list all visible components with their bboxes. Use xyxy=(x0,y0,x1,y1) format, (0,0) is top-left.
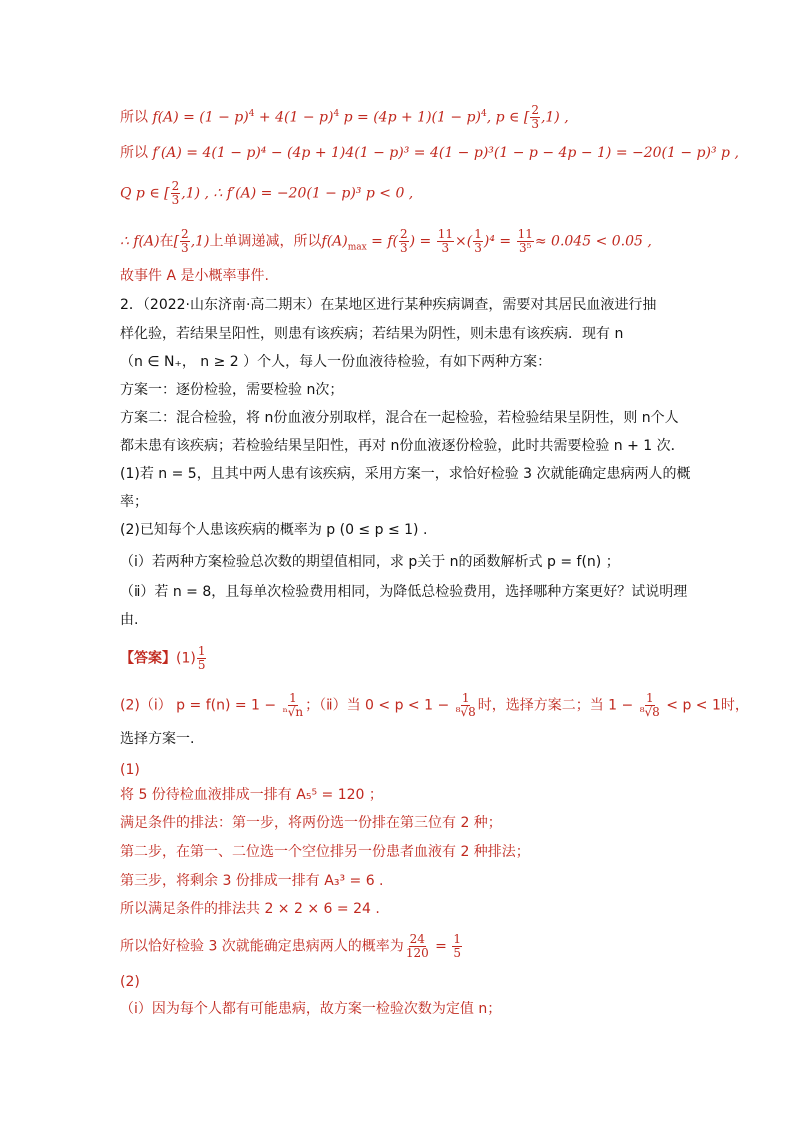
problem-line-9: (2)已知每个人患该疾病的概率为 p (0 ≤ p ≤ 1) . xyxy=(120,522,428,538)
answer-line-2 xyxy=(120,692,749,719)
step-label-1: (1) xyxy=(120,762,140,778)
text: (1) xyxy=(176,650,196,667)
conclusion-line: 故事件 A 是小概率事件. xyxy=(120,268,269,284)
fraction xyxy=(437,228,454,255)
exponent: 4 xyxy=(333,109,340,119)
numerator: 1 xyxy=(453,932,461,946)
step-line: 满足条件的排法：第一步，将两份选一份排在第三位有 2 种； xyxy=(120,815,502,831)
formula: ∴ f(A) xyxy=(120,233,160,250)
fraction xyxy=(171,180,181,207)
solution-line-1 xyxy=(120,104,569,131)
numerator: 11 xyxy=(437,227,454,241)
fraction xyxy=(197,645,207,672)
fraction xyxy=(517,228,534,255)
formula: f′(A) = 4(1 − p)⁴ − (4p + 1)4(1 − p)³ = 4(1 − p)³(1 − p − 4p − 1) = −20(1 − p)³ p , xyxy=(152,145,739,161)
text: 上单调递减，所以 xyxy=(209,233,322,250)
formula: p = (4p + 1)(1 − p) xyxy=(339,109,481,126)
fraction xyxy=(452,933,462,960)
step-line xyxy=(120,933,463,960)
denominator: ⁸√8 xyxy=(639,705,660,719)
problem-line-12: 由. xyxy=(120,612,139,628)
text: < p < 1时， xyxy=(661,697,749,714)
formula: = f( xyxy=(366,233,398,250)
denominator: 5 xyxy=(197,658,206,672)
step-line: 第三步，将剩余 3 份排成一排有 A₃³ = 6 . xyxy=(120,873,384,889)
fraction xyxy=(530,104,540,131)
equals: = xyxy=(430,938,452,955)
problem-line-3: （n ∈ N₊， n ≥ 2 ）个人，每人一份血液待检验，有如下两种方案： xyxy=(120,354,552,370)
text: 所以 xyxy=(120,109,148,126)
fraction xyxy=(639,692,661,719)
denominator: 3 xyxy=(171,193,180,207)
numerator: 2 xyxy=(171,179,180,193)
exponent: 4 xyxy=(248,109,255,119)
formula: + 4(1 − p) xyxy=(254,109,334,126)
text: 时，选择方案二；当 1 − xyxy=(477,697,638,714)
fraction xyxy=(455,692,477,719)
text: 所以 xyxy=(120,145,148,161)
problem-line-11: （ⅱ）若 n = 8，且每单次检验费用相同，为降低总检验费用，选择哪种方案更好？试说明理 xyxy=(120,584,688,600)
formula: f(A) xyxy=(321,233,348,250)
formula: ,1) , ∴ f′(A) = −20(1 − p)³ p < 0 , xyxy=(181,185,414,202)
solution-line-3 xyxy=(120,180,413,207)
denominator: 3 xyxy=(474,241,482,255)
numerator: 2 xyxy=(531,103,539,118)
formula: , p ∈ [ xyxy=(486,109,530,126)
answer-line-3: 选择方案一. xyxy=(120,731,195,747)
problem-line-5: 方案二：混合检验，将 n份血液分别取样，混合在一起检验，若检验结果呈阴性，则 n个人 xyxy=(120,410,679,426)
numerator: 2 xyxy=(181,227,189,241)
denominator: 5 xyxy=(453,946,461,960)
step-line: （ⅰ）因为每个人都有可能患病，故方案一检验次数为定值 n； xyxy=(120,1001,502,1017)
denominator: 3 xyxy=(181,241,189,255)
numerator: 1 xyxy=(197,644,206,658)
problem-line-2: 样化验，若结果呈阳性，则患有该疾病；若结果为阴性，则未患有该疾病．现有 n xyxy=(120,326,624,342)
answer-label: 【答案】 xyxy=(120,650,176,667)
problem-line-10: （ⅰ）若两种方案检验总次数的期望值相同，求 p关于 n的函数解析式 p = f(n) ； xyxy=(120,554,620,570)
formula: ×( xyxy=(455,233,473,250)
numerator: 1 xyxy=(461,691,470,705)
denominator: 3 xyxy=(400,241,408,255)
denominator: 120 xyxy=(405,946,429,960)
fraction xyxy=(282,692,305,719)
problem-line-4: 方案一：逐份检验，需要检验 n次； xyxy=(120,382,344,398)
solution-line-2 xyxy=(120,143,739,163)
step-line: 所以满足条件的排法共 2 × 2 × 6 = 24 . xyxy=(120,901,380,917)
denominator: 3 xyxy=(441,241,450,255)
step-label-2: (2) xyxy=(120,974,140,990)
numerator: 2 xyxy=(400,227,408,241)
solution-line-4 xyxy=(120,228,652,257)
answer-line-1 xyxy=(120,645,207,672)
text: (2)（ⅰ） p = f(n) = 1 − xyxy=(120,697,281,714)
fraction xyxy=(399,228,409,255)
formula: ≈ 0.045 < 0.05 , xyxy=(534,233,652,250)
fraction xyxy=(473,228,483,255)
denominator: 3⁵ xyxy=(518,241,532,255)
step-line: 将 5 份待检血液排成一排有 A₅⁵ = 120 ； xyxy=(120,787,383,803)
formula: ,1) , xyxy=(540,109,569,126)
numerator: 1 xyxy=(289,691,297,705)
text: ；（ⅱ）当 0 < p < 1 − xyxy=(305,697,454,714)
formula: f(A) = (1 − p) xyxy=(152,109,249,126)
problem-line-6: 都未患有该疾病；若检验结果呈阳性，再对 n份血液逐份检验，此时共需要检验 n + 1 次． xyxy=(120,438,685,454)
fraction xyxy=(405,933,430,960)
subscript: max xyxy=(347,242,367,253)
formula: ,1) xyxy=(190,233,210,250)
problem-line-8: 率； xyxy=(120,494,148,510)
problem-line-7: (1)若 n = 5，且其中两人患有该疾病，采用方案一，求恰好检验 3 次就能确定患病两人的概 xyxy=(120,466,691,482)
denominator: 3 xyxy=(531,117,539,132)
denominator: ⁿ√n xyxy=(282,705,304,719)
formula: )⁴ = xyxy=(483,233,516,250)
fraction xyxy=(180,228,190,255)
step-line: 第二步，在第一、二位选一个空位排另一份患者血液有 2 种排法； xyxy=(120,844,530,860)
denominator: ⁸√8 xyxy=(455,705,476,719)
numerator: 1 xyxy=(645,691,654,705)
text: 所以恰好检验 3 次就能确定患病两人的概率为 xyxy=(120,938,404,955)
formula: Q p ∈ [ xyxy=(120,185,170,202)
formula: ) = xyxy=(409,233,436,250)
numerator: 11 xyxy=(517,227,533,241)
formula: [ xyxy=(173,233,180,250)
numerator: 1 xyxy=(474,227,482,241)
exponent: 4 xyxy=(480,109,487,119)
numerator: 24 xyxy=(409,932,425,946)
problem-line-1: 2．（2022·山东济南·高二期末）在某地区进行某种疾病调查，需要对其居民血液进行抽 xyxy=(120,297,657,313)
text: 在 xyxy=(159,233,174,250)
